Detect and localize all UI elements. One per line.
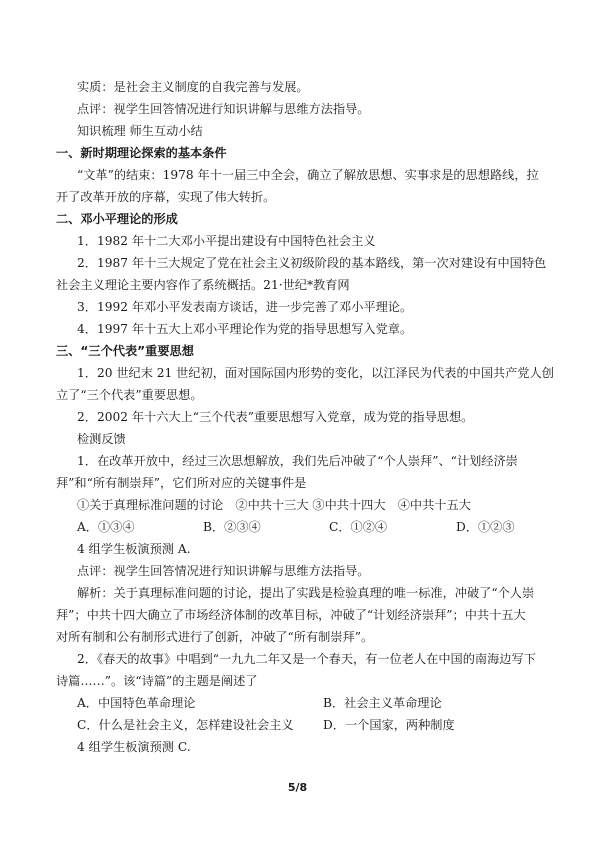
section-heading-1: 一、新时期理论探索的基本条件 xyxy=(56,146,227,160)
question-1-option-c: C．①②④ xyxy=(329,520,388,534)
page-number: 5/8 xyxy=(287,781,308,794)
list-item: 4．1997 年十五大上邓小平理论作为党的指导思想写入党章。 xyxy=(77,322,413,336)
question-2-option-d: D．一个国家，两种制度 xyxy=(323,718,455,732)
question-2-option-c: C．什么是社会主义，怎样建设社会主义 xyxy=(77,718,294,732)
list-item: 2．2002 年十六大上“三个代表”重要思想写入党章，成为党的指导思想。 xyxy=(77,410,474,424)
list-item: 1．20 世纪末 21 世纪初，面对国际国内形势的变化，以江泽民为代表的中国共产党人创 xyxy=(77,366,554,380)
question-1-option-b: B．②③④ xyxy=(203,520,261,534)
section-heading-2: 二、邓小平理论的形成 xyxy=(56,212,178,226)
question-1-items: ①关于真理标准问题的讨论 ②中共十三大 ③中共十四大 ④中共十五大 xyxy=(77,498,471,512)
list-item: 2．1987 年十三大规定了党在社会主义初级阶段的基本路线，第一次对建设有中国特色 xyxy=(77,256,547,270)
analysis-line: 拜”；中共十四大确立了市场经济体制的改革目标，冲破了“计划经济崇拜”；中共十五大 xyxy=(56,608,526,622)
list-item: 1．1982 年十二大邓小平提出建设有中国特色社会主义 xyxy=(77,234,376,248)
analysis-line: 对所有制和公有制形式进行了创新，冲破了“所有制崇拜”。 xyxy=(56,630,374,644)
question-1-comment: 点评：视学生回答情况进行知识讲解与思维方法指导。 xyxy=(77,564,370,578)
question-2-stem-continued: 诗篇……”。该“诗篇”的主题是阐述了 xyxy=(56,674,258,688)
question-1-option-a: A．①③④ xyxy=(77,520,135,534)
summary-heading: 知识梳理 师生互动小结 xyxy=(77,124,203,138)
paragraph-line: 开了改革开放的序幕，实现了伟大转折。 xyxy=(56,190,276,204)
question-1-answer: 4 组学生板演预测 A. xyxy=(77,542,191,556)
list-item-continued: 社会主义理论主要内容作了系统概括。21·世纪*教育网 xyxy=(56,278,350,292)
question-2-option-a: A．中国特色革命理论 xyxy=(77,696,196,710)
analysis-line: 解析：关于真理标准问题的讨论，提出了实践是检验真理的唯一标准，冲破了“个人崇 xyxy=(77,586,535,600)
paragraph-line: “文革”的结束：1978 年十一届三中全会，确立了解放思想、实事求是的思想路线，拉 xyxy=(77,168,539,182)
question-2-stem: 2．《春天的故事》中唱到“一九九二年又是一个春天，有一位老人在中国的南海边写下 xyxy=(77,652,536,666)
comment-line: 点评：视学生回答情况进行知识讲解与思维方法指导。 xyxy=(77,102,370,116)
list-item: 3．1992 年邓小平发表南方谈话，进一步完善了邓小平理论。 xyxy=(77,300,413,314)
question-1-option-d: D．①②③ xyxy=(456,520,515,534)
list-item-continued: 立了“三个代表”重要思想。 xyxy=(56,388,203,402)
question-1-stem-continued: 拜”和“所有制崇拜”，它们所对应的关键事件是 xyxy=(56,476,307,490)
section-heading-3: 三、“三个代表”重要思想 xyxy=(56,344,194,358)
question-1-stem: 1．在改革开放中，经过三次思想解放，我们先后冲破了“个人崇拜”、“计划经济崇 xyxy=(77,454,518,468)
question-2-option-b: B．社会主义革命理论 xyxy=(323,696,442,710)
question-2-answer: 4 组学生板演预测 C. xyxy=(77,740,191,754)
essence-line: 实质：是社会主义制度的自我完善与发展。 xyxy=(77,80,309,94)
feedback-heading: 检测反馈 xyxy=(77,432,126,446)
